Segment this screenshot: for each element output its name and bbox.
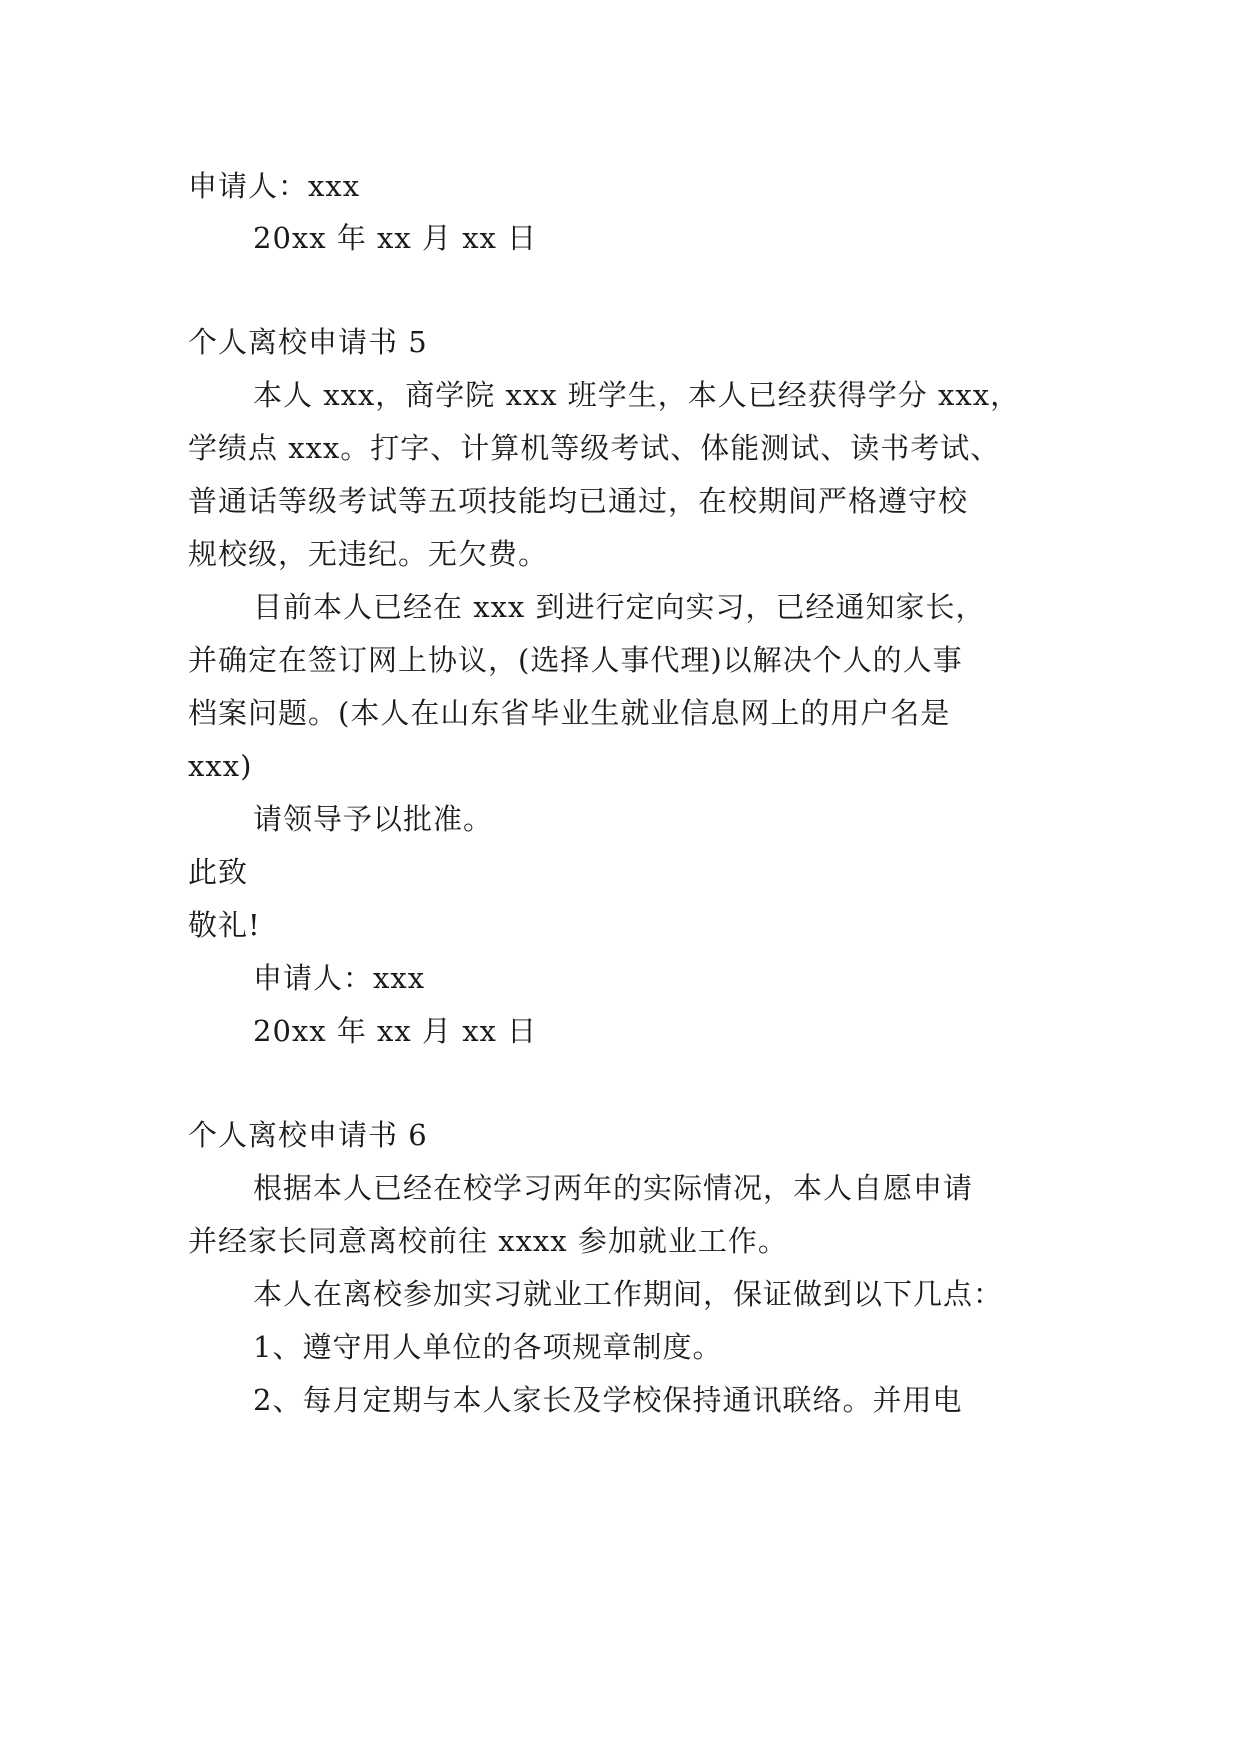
letter6-p2: 本人在离校参加实习就业工作期间，保证做到以下几点： [253, 1277, 1004, 1311]
letter5-p2-line3: 档案问题。(本人在山东省毕业生就业信息网上的用户名是 [188, 696, 951, 730]
letter6-title: 个人离校申请书 6 [188, 1118, 428, 1152]
letter6-p1-line2: 并经家长同意离校前往 xxxx 参加就业工作。 [188, 1224, 788, 1258]
letter6-p1-line1: 根据本人已经在校学习两年的实际情况，本人自愿申请 [253, 1171, 974, 1205]
letter5-title: 个人离校申请书 5 [188, 325, 428, 359]
letter5-p1-line1: 本人 xxx，商学院 xxx 班学生，本人已经获得学分 xxx， [253, 378, 1021, 412]
letter5-p1-line3: 普通话等级考试等五项技能均已通过，在校期间严格遵守校 [188, 484, 969, 518]
letter5-p2-line4: xxx) [188, 749, 253, 783]
letter5-request: 请领导予以批准。 [253, 802, 494, 836]
letter6-item-1: 1、遵守用人单位的各项规章制度。 [253, 1330, 723, 1364]
letter5-p2-line2: 并确定在签订网上协议，(选择人事代理)以解决个人的人事 [188, 643, 963, 677]
letter5-closing-2: 敬礼! [188, 908, 261, 942]
letter5-closing-1: 此致 [188, 855, 249, 889]
letter5-signature: 申请人：xxx [253, 961, 426, 995]
letter6-item-2: 2、每月定期与本人家长及学校保持通讯联络。并用电 [253, 1383, 963, 1417]
prev-signature: 申请人：xxx [188, 169, 361, 203]
letter5-p1-line2: 学绩点 xxx。打字、计算机等级考试、体能测试、读书考试、 [188, 431, 1001, 465]
prev-date: 20xx 年 xx 月 xx 日 [253, 221, 538, 255]
letter5-date: 20xx 年 xx 月 xx 日 [253, 1014, 538, 1048]
letter5-p1-line4: 规校级，无违纪。无欠费。 [188, 537, 549, 571]
letter5-p2-line1: 目前本人已经在 xxx 到进行定向实习，已经通知家长， [253, 590, 986, 624]
